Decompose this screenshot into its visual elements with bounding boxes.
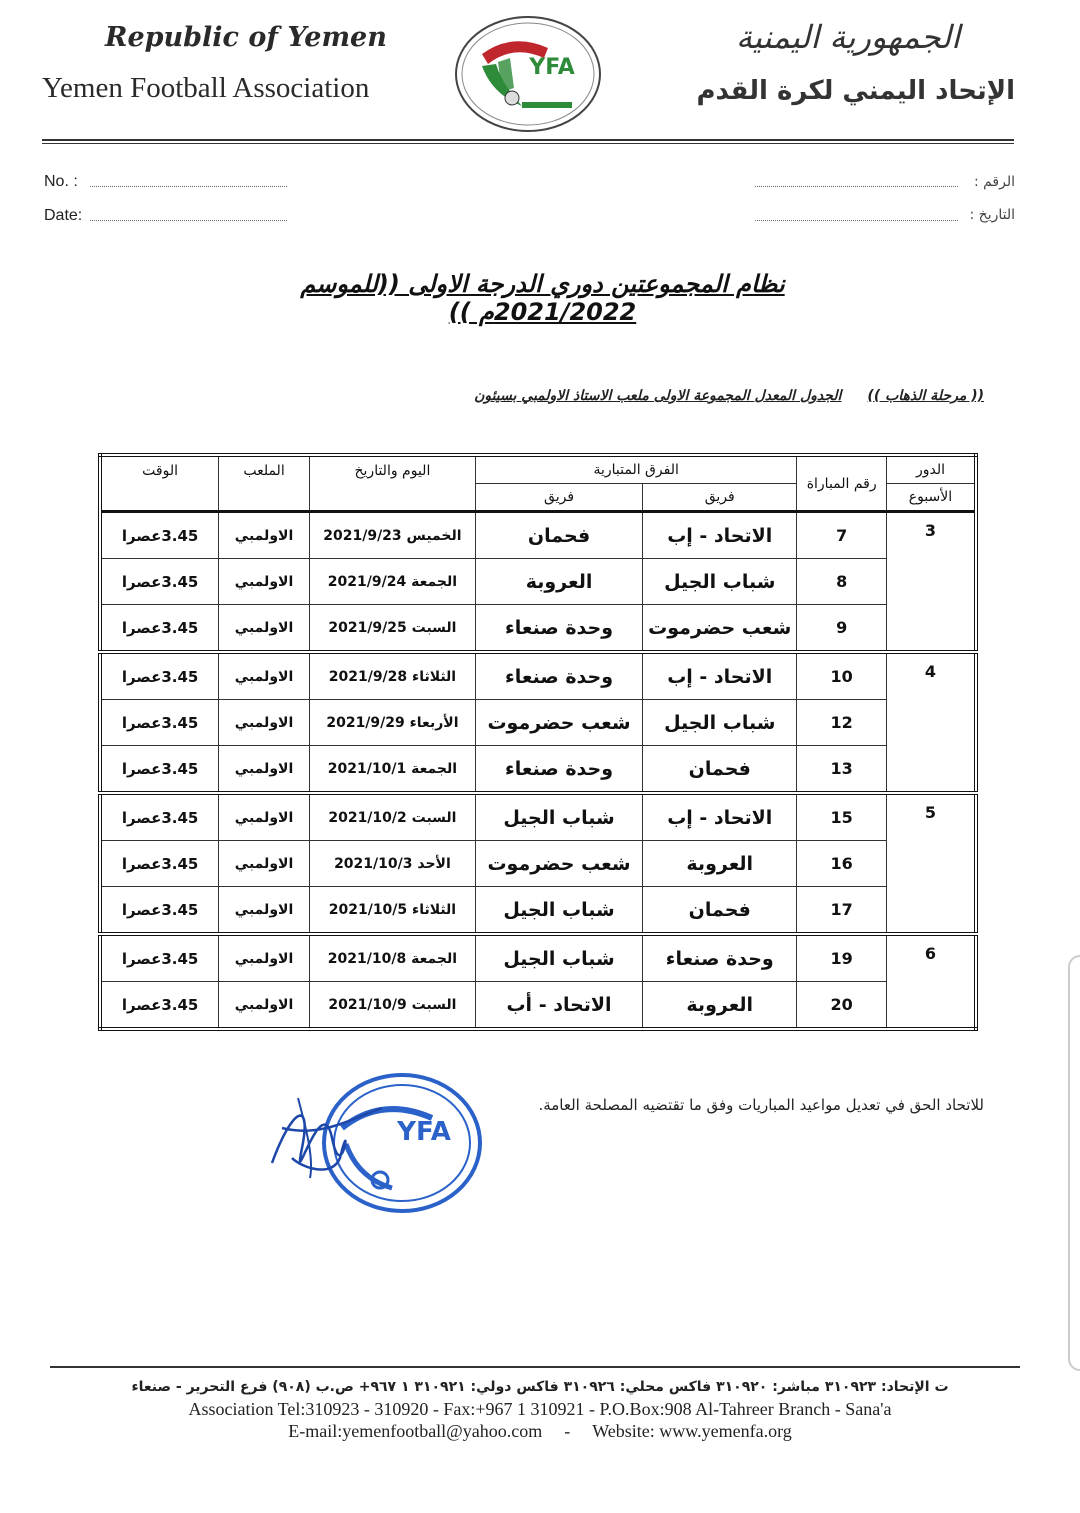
date-cell: السبت 2021/10/2 [309,793,475,841]
date-cell: السبت 2021/9/25 [309,605,475,653]
header-stadium: الملعب [219,455,310,512]
date-cell: السبت 2021/10/9 [309,982,475,1030]
match-number-cell: 16 [797,841,887,887]
match-number-cell: 19 [797,934,887,982]
no-field-ar [755,186,958,187]
team-1-cell: فحمان [643,746,797,794]
date-cell: الجمعة 2021/10/8 [309,934,475,982]
team-1-cell: الاتحاد - إب [643,512,797,559]
team-2-cell: شعب حضرموت [475,841,642,887]
time-cell: 3.45عصرا [100,746,219,794]
match-number-cell: 8 [797,559,887,605]
table-row [100,512,976,559]
date-cell: الثلاثاء 2021/9/28 [309,652,475,700]
date-label-ar: التاريخ : [969,207,1015,223]
page-title: نظام المجموعتين دوري الدرجة الاولى ((للموسم 2021/2022م )) [300,270,785,326]
team-1-cell: شعب حضرموت [643,605,797,653]
table-row [100,982,976,1030]
header-week: الدور [886,455,976,484]
time-cell: 3.45عصرا [100,652,219,700]
date-field-ar [755,220,958,221]
subtitle [474,388,984,404]
week-cell: 3 [886,512,976,653]
table-row [100,605,976,653]
stadium-cell: الاولمبي [219,982,310,1030]
match-number-cell: 15 [797,793,887,841]
team-2-cell: شباب الجيل [475,793,642,841]
header-rule [42,139,1014,141]
stadium-cell: الاولمبي [219,652,310,700]
schedule-table [98,453,978,1031]
week-cell: 4 [886,652,976,793]
table-row [100,652,976,700]
official-stamp-icon [262,1068,482,1218]
time-cell: 3.45عصرا [100,793,219,841]
footer-email-website [0,1421,1080,1442]
time-cell: 3.45عصرا [100,559,219,605]
header-ar-association: الإتحاد اليمني لكرة القدم [696,76,1015,106]
team-2-cell: وحدة صنعاء [475,652,642,700]
team-1-cell: العروبة [643,982,797,1030]
header-time: الوقت [100,455,219,512]
date-field [90,220,287,221]
header-teams: الفرق المتبارية [475,455,796,484]
week-cell: 5 [886,793,976,934]
match-number-cell: 17 [797,887,887,935]
date-cell: الأربعاء 2021/9/29 [309,700,475,746]
match-number-cell: 7 [797,512,887,559]
schedule-body [100,512,976,1030]
team-1-cell: فحمان [643,887,797,935]
stadium-cell: الاولمبي [219,793,310,841]
team-2-cell: العروبة [475,559,642,605]
header-ar-country: الجمهورية اليمنية [735,18,960,56]
no-label: No. : [44,173,78,190]
header-en-country: Republic of Yemen [105,22,387,53]
footer-email: E-mail:yemenfootball@yahoo.com [288,1421,543,1441]
team-1-cell: شباب الجيل [643,700,797,746]
table-row [100,793,976,841]
team-2-cell: الاتحاد - أب [475,982,642,1030]
time-cell: 3.45عصرا [100,887,219,935]
yfa-logo-icon [452,14,604,134]
team-2-cell: شباب الجيل [475,934,642,982]
footer-contact-ar: ت الإتحاد: ٣١٠٩٢٣ مباشر: ٣١٠٩٢٠ فاكس محلي: ٣١٠٩٢٦ فاكس دولي: ٣١٠٩٢١ ١ ٩٦٧+ ص.ب (٩٠٨) فرع التحرير - صنعاء [131,1379,949,1395]
table-row [100,559,976,605]
header-team-2: فريق [475,484,642,512]
page-edge-handle [1068,955,1080,1371]
no-label-ar: الرقم : [973,174,1015,190]
no-field [90,186,287,187]
match-number-cell: 20 [797,982,887,1030]
table-row [100,887,976,935]
stadium-cell: الاولمبي [219,559,310,605]
table-row [100,934,976,982]
footer-rule [50,1366,1020,1368]
date-cell: الأحد 2021/10/3 [309,841,475,887]
time-cell: 3.45عصرا [100,700,219,746]
stamp-text: YFA [397,1117,451,1147]
time-cell: 3.45عصرا [100,934,219,982]
week-cell: 6 [886,934,976,1029]
team-2-cell: وحدة صنعاء [475,605,642,653]
team-1-cell: العروبة [643,841,797,887]
date-cell: الجمعة 2021/9/24 [309,559,475,605]
date-cell: الثلاثاء 2021/10/5 [309,887,475,935]
table-row [100,841,976,887]
match-number-cell: 12 [797,700,887,746]
stadium-cell: الاولمبي [219,887,310,935]
header-en-association: Yemen Football Association [42,72,370,104]
header-week-sub: الأسبوع [886,484,976,512]
header-date: اليوم والتاريخ [309,455,475,512]
stadium-cell: الاولمبي [219,605,310,653]
date-label: Date: [44,207,83,224]
team-2-cell: شباب الجيل [475,887,642,935]
stadium-cell: الاولمبي [219,934,310,982]
subtitle-desc: الجدول المعدل المجموعة الاولى ملعب الاستاذ الاولمبي بسيئون [474,388,842,404]
date-cell: الجمعة 2021/10/1 [309,746,475,794]
team-2-cell: فحمان [475,512,642,559]
time-cell: 3.45عصرا [100,512,219,559]
table-row [100,700,976,746]
table-row [100,746,976,794]
note-text: للاتحاد الحق في تعديل مواعيد المباريات وفق ما تقتضيه المصلحة العامة. [538,1096,984,1114]
team-2-cell: شعب حضرموت [475,700,642,746]
stadium-cell: الاولمبي [219,700,310,746]
team-1-cell: وحدة صنعاء [643,934,797,982]
team-2-cell: وحدة صنعاء [475,746,642,794]
header-match-no: رقم المباراة [797,455,887,512]
match-number-cell: 13 [797,746,887,794]
stadium-cell: الاولمبي [219,841,310,887]
team-1-cell: الاتحاد - إب [643,793,797,841]
footer-website: Website: www.yemenfa.org [592,1421,792,1441]
footer-contact-en: Association Tel:310923 - 310920 - Fax:+967 1 310921 - P.O.Box:908 Al-Tahreer Branch - Sana'a [188,1399,892,1419]
time-cell: 3.45عصرا [100,982,219,1030]
time-cell: 3.45عصرا [100,841,219,887]
header-team-1: فريق [643,484,797,512]
footer-sep: - [564,1421,571,1441]
stadium-cell: الاولمبي [219,746,310,794]
match-number-cell: 10 [797,652,887,700]
team-1-cell: الاتحاد - إب [643,652,797,700]
match-number-cell: 9 [797,605,887,653]
subtitle-stage: (( مرحلة الذهاب )) [867,388,984,404]
stadium-cell: الاولمبي [219,512,310,559]
team-1-cell: شباب الجيل [643,559,797,605]
time-cell: 3.45عصرا [100,605,219,653]
date-cell: الخميس 2021/9/23 [309,512,475,559]
header-rule-thin [42,143,1014,144]
logo-text: YFA [529,55,575,80]
